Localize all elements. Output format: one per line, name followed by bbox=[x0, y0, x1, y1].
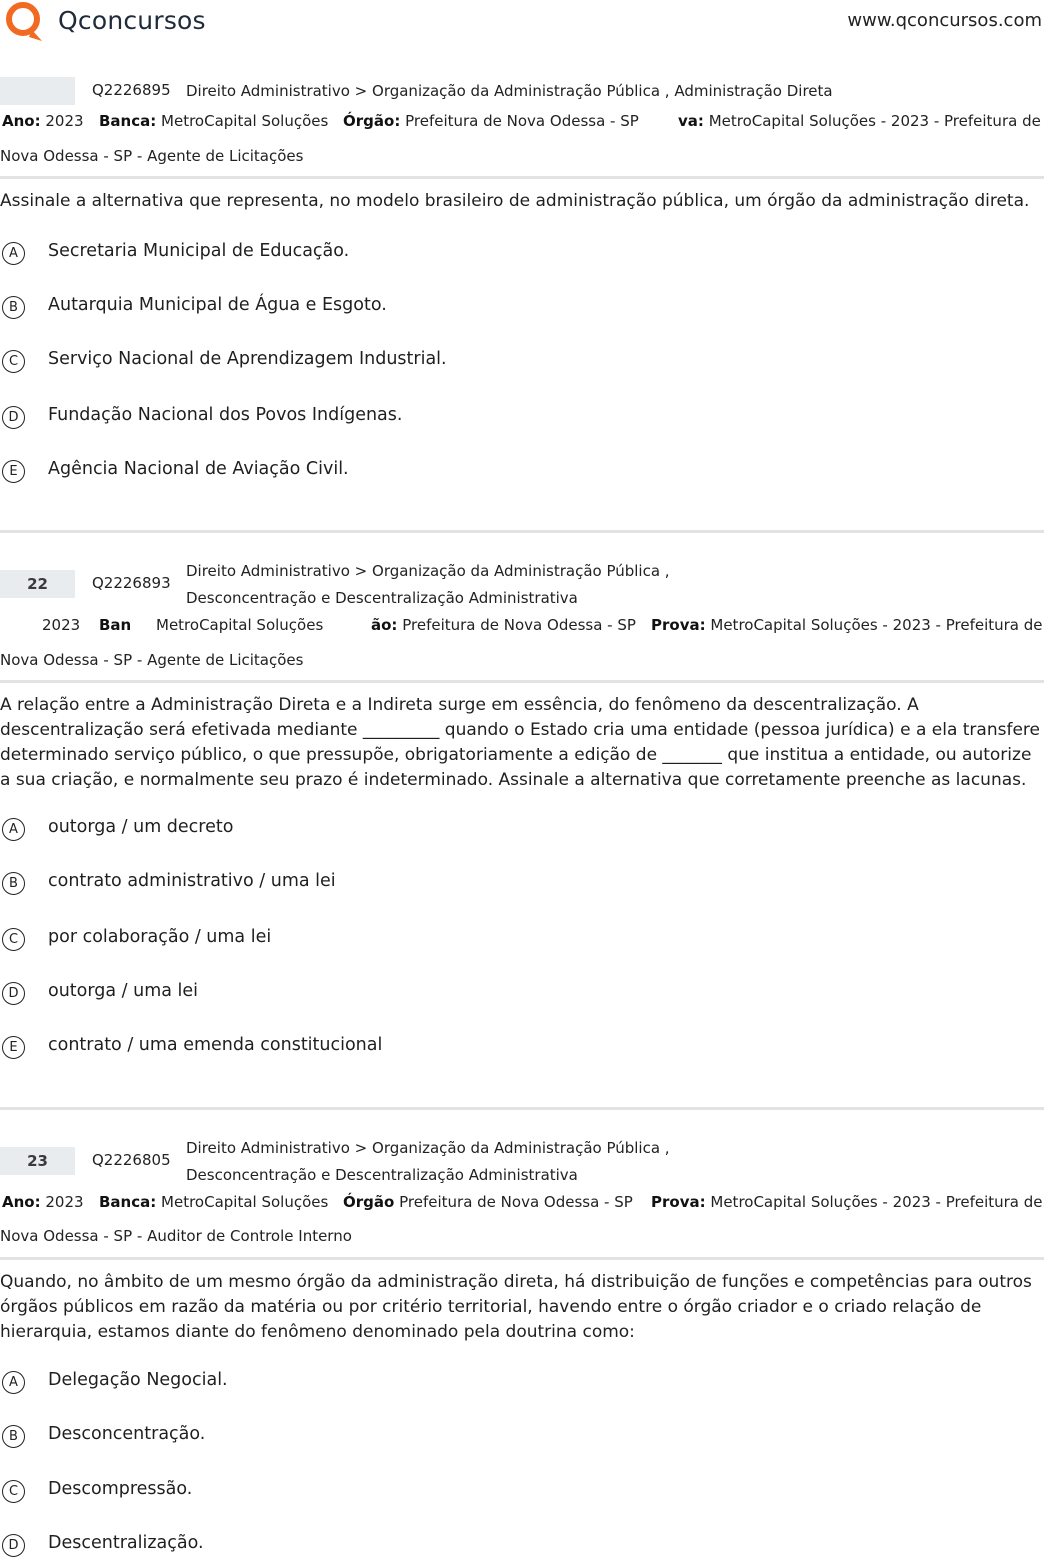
option-letter[interactable]: C bbox=[2, 350, 25, 373]
orgao-label: ão: bbox=[371, 616, 398, 634]
option-text: Secretaria Municipal de Educação. bbox=[48, 241, 350, 261]
option-letter[interactable]: D bbox=[2, 1534, 25, 1557]
option-letter[interactable]: A bbox=[2, 818, 25, 841]
prova-label: va: bbox=[678, 112, 704, 130]
orgao-value[interactable]: Prefeitura de Nova Odessa - SP bbox=[399, 1193, 633, 1211]
option-d[interactable] bbox=[0, 1533, 800, 1559]
question-subject bbox=[186, 558, 670, 612]
question-number-badge: 23 bbox=[0, 1147, 75, 1175]
question-number-badge: 22 bbox=[0, 570, 75, 598]
option-a[interactable] bbox=[0, 1370, 800, 1396]
question-separator bbox=[0, 1107, 1044, 1110]
banca-label: Banca: bbox=[99, 112, 157, 130]
option-c[interactable] bbox=[0, 927, 800, 953]
divider bbox=[0, 1257, 1044, 1260]
divider bbox=[0, 680, 1044, 683]
option-text: outorga / um decreto bbox=[48, 817, 234, 837]
option-text: outorga / uma lei bbox=[48, 981, 199, 1001]
option-letter[interactable]: B bbox=[2, 296, 25, 319]
prova-value[interactable]: MetroCapital Soluções - 2023 - Prefeitura de bbox=[708, 112, 1041, 130]
option-b[interactable] bbox=[0, 295, 800, 321]
question-stem: A relação entre a Administração Direta e a Indireta surge em essência, do fenômeno da descentralização. A descentralização será efetivada mediante _________ quando o Estado cria uma entidade (pessoa jurídica) e a ela transfere determinado serviço público, o que pressupõe, obrigatoriamente a edição de _______ que institua a entidade, ou autorize a sua criação, e normalmente seu prazo é indeterminado. Assinale a alternativa que corretamente preenche as lacunas. bbox=[0, 695, 1040, 790]
option-text: Serviço Nacional de Aprendizagem Industrial. bbox=[48, 349, 447, 369]
prova-continuation[interactable]: Nova Odessa - SP - Agente de Licitações bbox=[0, 147, 304, 165]
orgao-value[interactable]: Prefeitura de Nova Odessa - SP bbox=[405, 112, 639, 130]
option-b[interactable] bbox=[0, 1424, 800, 1450]
ano-value: 2023 bbox=[45, 112, 84, 130]
question-separator bbox=[0, 530, 1044, 533]
option-text: Fundação Nacional dos Povos Indígenas. bbox=[48, 405, 403, 425]
option-text: contrato administrativo / uma lei bbox=[48, 871, 336, 891]
option-text: por colaboração / uma lei bbox=[48, 927, 272, 947]
banca-value[interactable]: MetroCapital Soluções bbox=[161, 112, 329, 130]
subject-line: Direito Administrativo > Organização da Administração Pública , bbox=[186, 562, 670, 580]
subject-line: Direito Administrativo > Organização da Administração Pública , Administração Direta bbox=[186, 82, 833, 100]
banca-value[interactable]: MetroCapital Soluções bbox=[161, 1193, 329, 1211]
prova-value[interactable]: MetroCapital Soluções - 2023 - Prefeitura de bbox=[710, 1193, 1043, 1211]
option-letter[interactable]: A bbox=[2, 1371, 25, 1394]
ano-value: 2023 bbox=[42, 616, 81, 634]
option-a[interactable] bbox=[0, 241, 800, 267]
prova-value[interactable]: MetroCapital Soluções - 2023 - Prefeitura de bbox=[710, 616, 1043, 634]
option-letter[interactable]: D bbox=[2, 982, 25, 1005]
option-d[interactable] bbox=[0, 405, 800, 431]
question-stem: Assinale a alternativa que representa, no modelo brasileiro de administração pública, um órgão da administração direta. bbox=[0, 191, 1030, 211]
option-text: contrato / uma emenda constitucional bbox=[48, 1035, 383, 1055]
question-id[interactable]: Q2226893 bbox=[92, 574, 171, 592]
option-b[interactable] bbox=[0, 871, 800, 897]
option-letter[interactable]: E bbox=[2, 460, 25, 483]
option-c[interactable] bbox=[0, 349, 800, 375]
option-text: Agência Nacional de Aviação Civil. bbox=[48, 459, 349, 479]
site-url[interactable]: www.qconcursos.com bbox=[847, 10, 1042, 31]
orgao-value[interactable]: Prefeitura de Nova Odessa - SP bbox=[402, 616, 636, 634]
option-a[interactable] bbox=[0, 817, 800, 843]
brand-name[interactable]: Qconcursos bbox=[58, 6, 206, 35]
option-letter[interactable]: D bbox=[2, 406, 25, 429]
subject-line: Desconcentração e Descentralização Administrativa bbox=[186, 1166, 578, 1184]
question-id[interactable]: Q2226805 bbox=[92, 1151, 171, 1169]
prova-label: Prova: bbox=[651, 616, 706, 634]
page-header bbox=[0, 0, 1044, 46]
prova-label: Prova: bbox=[651, 1193, 706, 1211]
option-text: Delegação Negocial. bbox=[48, 1370, 228, 1390]
ano-label: Ano: bbox=[2, 112, 41, 130]
question-id[interactable]: Q2226895 bbox=[92, 81, 171, 99]
option-e[interactable] bbox=[0, 459, 800, 485]
option-text: Descentralização. bbox=[48, 1533, 204, 1553]
prova-continuation[interactable]: Nova Odessa - SP - Agente de Licitações bbox=[0, 651, 304, 669]
option-letter[interactable]: B bbox=[2, 872, 25, 895]
option-letter[interactable]: A bbox=[2, 242, 25, 265]
option-c[interactable] bbox=[0, 1479, 800, 1505]
option-text: Autarquia Municipal de Água e Esgoto. bbox=[48, 295, 387, 315]
option-letter[interactable]: B bbox=[2, 1425, 25, 1448]
option-letter[interactable]: C bbox=[2, 1480, 25, 1503]
option-letter[interactable]: C bbox=[2, 928, 25, 951]
subject-line: Direito Administrativo > Organização da Administração Pública , bbox=[186, 1139, 670, 1157]
option-e[interactable] bbox=[0, 1035, 800, 1061]
question-stem: Quando, no âmbito de um mesmo órgão da administração direta, há distribuição de funções e competências para outros órgãos públicos em razão da matéria ou por critério territorial, havendo entre o órgão criador e o criado relação de hierarquia, estamos diante do fenômeno denominado pela doutrina como: bbox=[0, 1272, 1032, 1342]
prova-continuation[interactable]: Nova Odessa - SP - Auditor de Controle Interno bbox=[0, 1227, 352, 1245]
banca-label: Ban bbox=[99, 616, 132, 634]
ano-value: 2023 bbox=[45, 1193, 84, 1211]
orgao-label: Órgão: bbox=[343, 112, 401, 130]
banca-value[interactable]: MetroCapital Soluções bbox=[156, 616, 324, 634]
question-number-badge bbox=[0, 77, 75, 105]
banca-label: Banca: bbox=[99, 1193, 157, 1211]
divider bbox=[0, 176, 1044, 179]
orgao-label: Órgão bbox=[343, 1193, 395, 1211]
ano-label: Ano: bbox=[2, 1193, 41, 1211]
option-text: Descompressão. bbox=[48, 1479, 193, 1499]
question-subject bbox=[186, 1135, 670, 1189]
option-letter[interactable]: E bbox=[2, 1036, 25, 1059]
qconcursos-logo-icon[interactable] bbox=[2, 0, 46, 44]
question-subject bbox=[186, 78, 833, 105]
subject-line: Desconcentração e Descentralização Administrativa bbox=[186, 589, 578, 607]
option-d[interactable] bbox=[0, 981, 800, 1007]
option-text: Desconcentração. bbox=[48, 1424, 206, 1444]
